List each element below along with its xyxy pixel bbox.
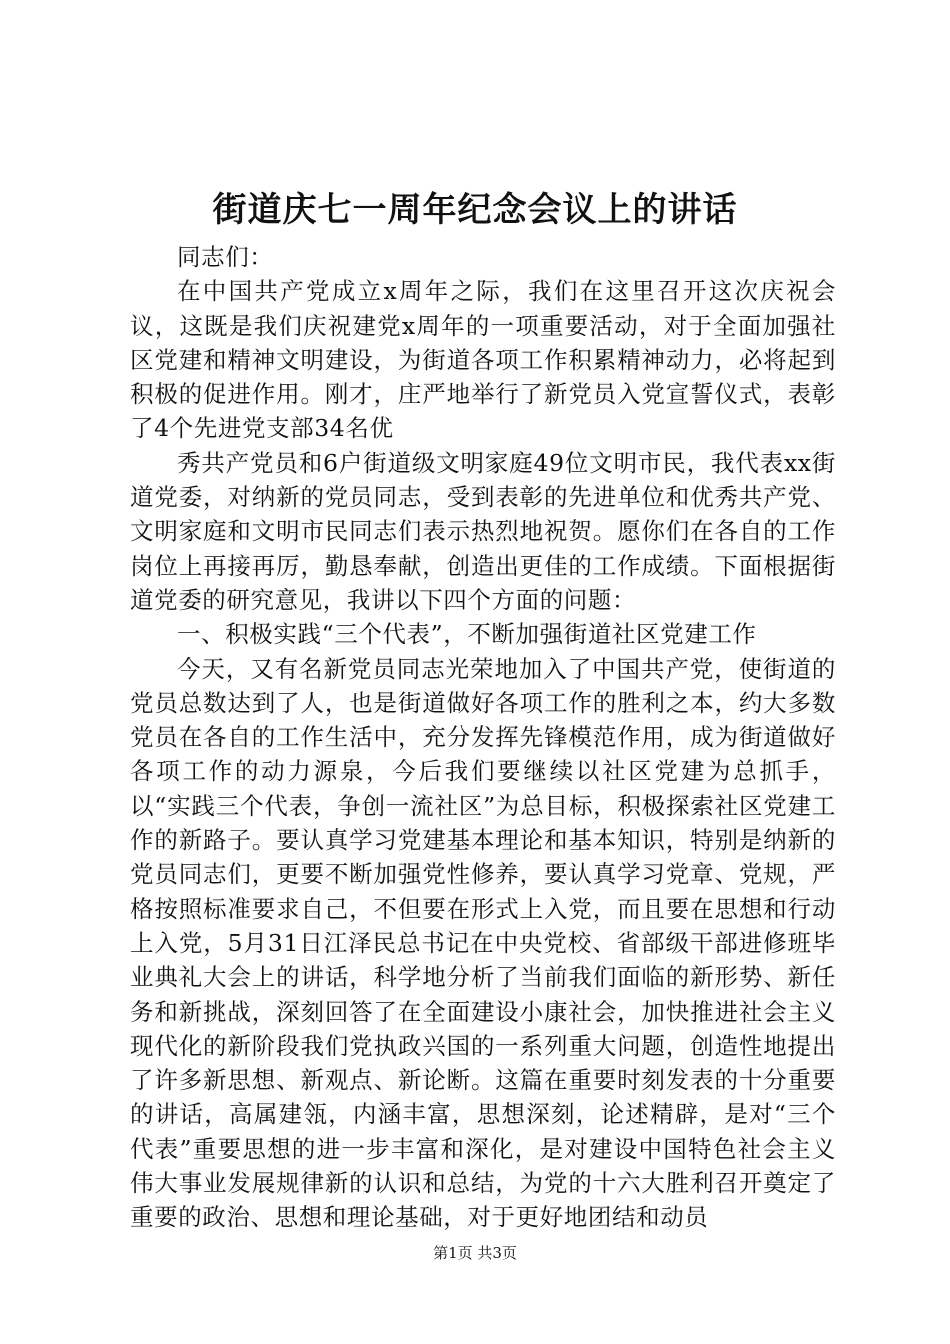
body-paragraph: 在中国共产党成立x周年之际，我们在这里召开这次庆祝会议，这既是我们庆祝建党x周年的一项重要活动，对于全面加强社区党建和精神文明建设，为街道各项工作积累精神动力，必将起到积极的促进作用。刚才，庄严地举行了新党员入党宣誓仪式，表彰了4个先进党支部34名优 <box>130 277 836 443</box>
document-title: 街道庆七一周年纪念会议上的讲话 <box>212 190 738 230</box>
body-paragraph: 今天，又有名新党员同志光荣地加入了中国共产党，使街道的党员总数达到了人，也是街道做好各项工作的胜利之本，约大多数党员在各自的工作生活中，充分发挥先锋模范作用，成为街道做好各项工作的动力源泉，今后我们要继续以社区党建为总抓手，以“实践三个代表，争创一流社区”为总目标，积极探索社区党建工作的新路子。要认真学习党建基本理论和基本知识，特别是纳新的党员同志们，更要不断加强党性修养，要认真学习党章、党规，严格按照标准要求自己，不但要在形式上入党，而且要在思想和行动上入党，5月31日江泽民总书记在中央党校、省部级干部进修班毕业典礼大会上的讲话，科学地分析了当前我们面临的新形势、新任务和新挑战，深刻回答了在全面建设小康社会，加快推进社会主义现代化的新阶段我们党执政兴国的一系列重大问题，创造性地提出了许多新思想、新观点、新论断。这篇在重要时刻发表的十分重要的讲话，高属建瓴，内涵丰富，思想深刻，论述精辟，是对“三个代表”重要思想的进一步丰富和深化，是对建设中国特色社会主义伟大事业发展规律新的认识和总结，为党的十六大胜利召开奠定了重要的政治、思想和理论基础，对于更好地团结和动员 <box>130 654 836 1232</box>
body-paragraph: 秀共产党员和6户街道级文明家庭49位文明市民，我代表xx街道党委，对纳新的党员同志，受到表彰的先进单位和优秀共产党、文明家庭和文明市民同志们表示热烈地祝贺。愿你们在各自的工作岗位上再接再厉，勤恳奉献，创造出更佳的工作成绩。下面根据街道党委的研究意见，我讲以下四个方面的问题： <box>130 448 836 614</box>
page-footer: 第1页 共3页 <box>433 1244 517 1262</box>
section-heading: 一、积极实践“三个代表”，不断加强街道社区党建工作 <box>177 620 757 649</box>
salutation: 同志们： <box>177 243 274 271</box>
document-body <box>130 240 836 1235</box>
